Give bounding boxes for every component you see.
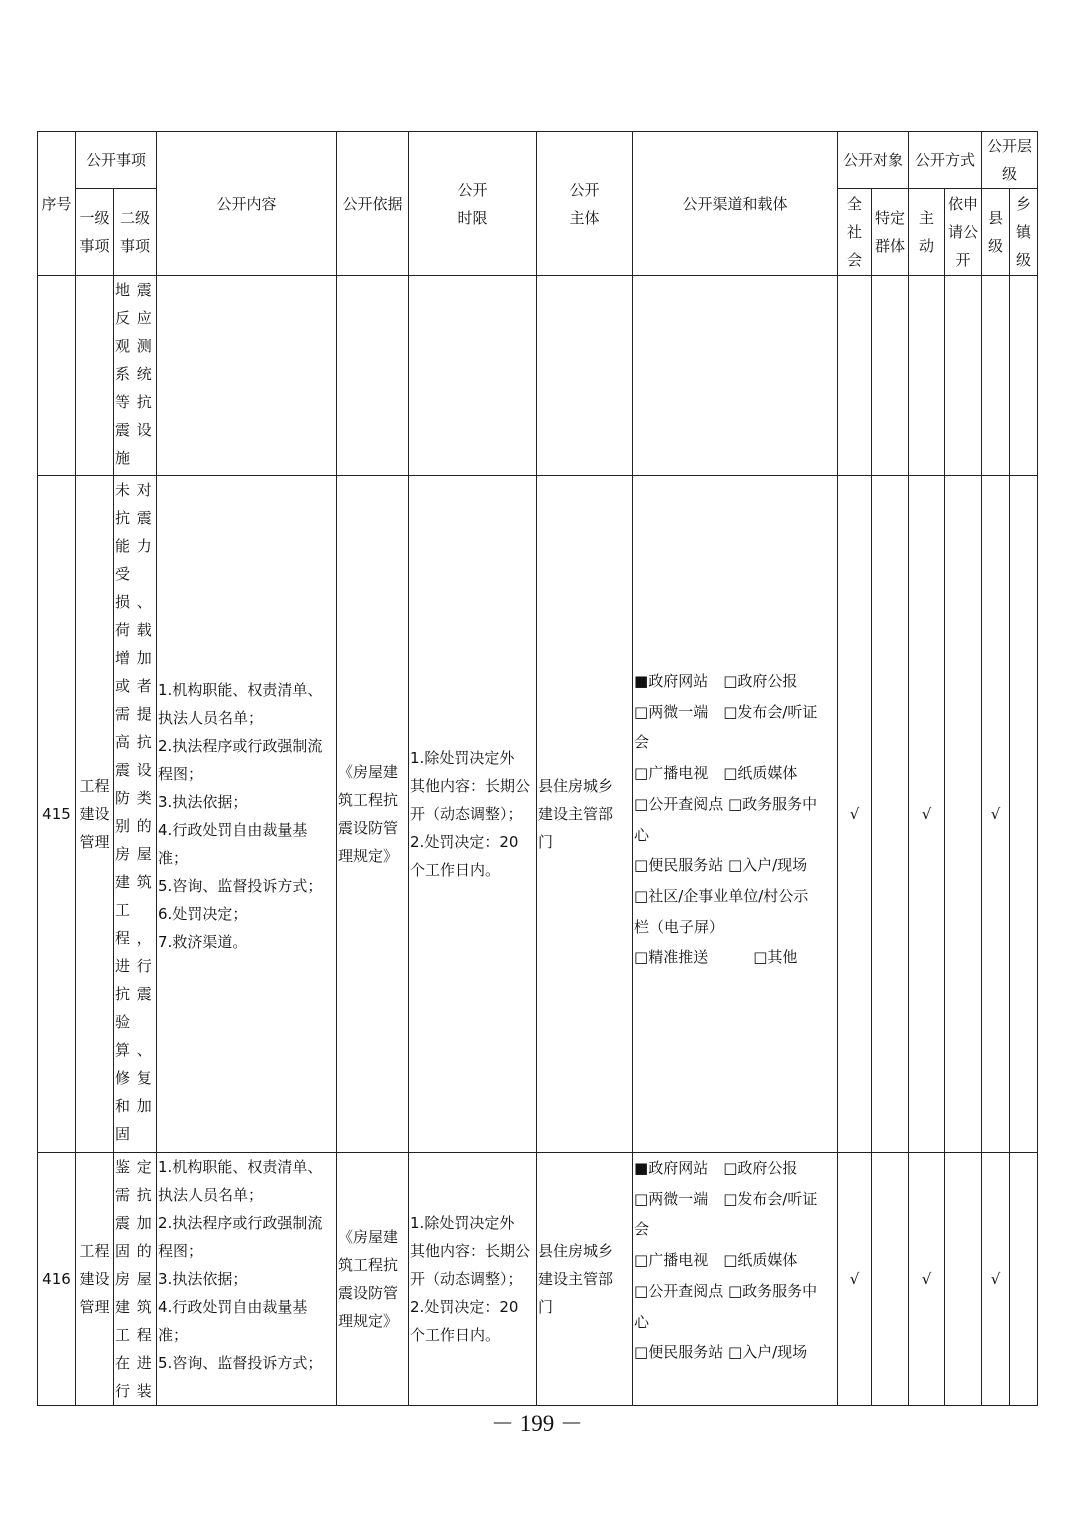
row-seq: 415 <box>38 476 76 1153</box>
row-content-line: 5.咨询、监督投诉方式； <box>158 877 323 895</box>
header-item-l1: 一级 事项 <box>76 189 114 276</box>
row-basis <box>337 1153 409 1406</box>
row-item-l1 <box>76 276 114 476</box>
row-mark-town <box>1010 1153 1038 1406</box>
row-item-l2-line: 房 屋 <box>115 845 153 863</box>
header-mode-group: 公开方式 <box>909 132 982 189</box>
row-channel-line: 栏（电子屏） <box>634 917 725 936</box>
row-item-l2-line: 验 <box>115 1013 132 1031</box>
header-mode-active: 主 动 <box>909 189 945 276</box>
row-time-limit-line: 开（动态调整）； <box>410 1270 523 1288</box>
row-item-l2-line: 等 抗 <box>115 393 153 411</box>
row-content-line: 4.行政处罚自由裁量基 <box>158 821 308 839</box>
row-time-limit-line: 开（动态调整）； <box>410 805 523 823</box>
row-item-l2-line: 防 类 <box>115 789 153 807</box>
row-item-l2-line: 房 屋 <box>115 1270 153 1288</box>
row-item-l2-line: 别 的 <box>115 817 153 835</box>
row-channel-line: □精准推送 □其他 <box>634 948 798 967</box>
header-channel: 公开渠道和载体 <box>633 132 838 276</box>
row-time-limit-line: 1.除处罚决定外 <box>410 1214 515 1232</box>
row-item-l2-line: 需 抗 <box>115 1186 153 1204</box>
row-item-l2-line: 抗 震 <box>115 985 153 1003</box>
row-mark-apply <box>945 276 982 476</box>
row-item-l2-line: 鉴 定 <box>115 1158 153 1176</box>
row-content-line: 5.咨询、监督投诉方式； <box>158 1354 323 1372</box>
row-mark-county: √ <box>982 1153 1010 1406</box>
header-level-town: 乡 镇 级 <box>1010 189 1038 276</box>
row-content-line: 准； <box>158 849 189 867</box>
row-content-line: 4.行政处罚自由裁量基 <box>158 1298 308 1316</box>
row-item-l2-line: 荷 载 <box>115 621 153 639</box>
row-item-l2-line: 进 行 <box>115 957 153 975</box>
row-item-l1-line: 建设 <box>79 805 110 823</box>
row-content-line: 3.执法依据； <box>158 1270 248 1288</box>
header-level-county: 县 级 <box>982 189 1010 276</box>
row-mark-specific <box>872 1153 909 1406</box>
row-basis <box>337 276 409 476</box>
row-basis-line: 《房屋建 <box>338 763 399 781</box>
row-mark-active: √ <box>909 476 945 1153</box>
row-item-l2-line: 建 筑 <box>115 1298 153 1316</box>
row-channel <box>633 276 838 476</box>
row-mark-county <box>982 276 1010 476</box>
row-item-l1-line: 工程 <box>79 1242 110 1260</box>
row-channel <box>633 1153 838 1406</box>
row-item-l2-line: 反 应 <box>115 309 153 327</box>
header-basis: 公开依据 <box>337 132 409 276</box>
row-item-l2-line: 固 的 <box>115 1242 153 1260</box>
row-basis-line: 震设防管 <box>338 1284 399 1302</box>
row-item-l2-line: 在 进 <box>115 1354 153 1372</box>
row-mark-county: √ <box>982 476 1010 1153</box>
row-content <box>157 476 337 1153</box>
row-mark-all: √ <box>838 476 872 1153</box>
row-item-l2-line: 和 加 <box>115 1097 153 1115</box>
row-content <box>157 276 337 476</box>
row-content-line: 3.执法依据； <box>158 793 248 811</box>
row-mark-active <box>909 276 945 476</box>
row-item-l2-line: 施 <box>115 449 132 467</box>
row-seq <box>38 276 76 476</box>
row-mark-apply <box>945 476 982 1153</box>
row-item-l2-line: 工 程 <box>115 1326 153 1344</box>
header-seq: 序号 <box>38 132 76 276</box>
header-target-specific: 特定 群体 <box>872 189 909 276</box>
row-item-l2-line: 固 <box>115 1125 132 1143</box>
row-mark-all <box>838 276 872 476</box>
row-time-limit-line: 个工作日内。 <box>410 1326 501 1344</box>
row-content-line: 7.救济渠道。 <box>158 933 248 951</box>
table-row <box>38 276 1038 476</box>
row-time-limit-line: 1.除处罚决定外 <box>410 749 515 767</box>
row-time-limit-line: 其他内容：长期公 <box>410 1242 531 1260</box>
row-item-l2 <box>114 276 157 476</box>
row-content-line: 准； <box>158 1326 189 1344</box>
row-item-l2-line: 未 对 <box>115 481 153 499</box>
row-subject <box>537 1153 633 1406</box>
row-channel-line: ■政府网站 □政府公报 <box>634 1159 798 1177</box>
page-number: － 199 － <box>491 1411 583 1436</box>
row-channel-line: 心 <box>634 1312 650 1331</box>
row-time-limit-line: 2.处罚决定：20 <box>410 1298 519 1316</box>
row-item-l2-line: 系 统 <box>115 365 153 383</box>
row-basis-line: 震设防管 <box>338 819 399 837</box>
row-content-line: 2.执法程序或行政强制流 <box>158 1214 323 1232</box>
row-subject-line: 门 <box>538 1298 554 1316</box>
row-channel-line: □公开查阅点 □政务服务中 <box>634 794 818 813</box>
row-channel-line: □便民服务站 □入户/现场 <box>634 856 808 875</box>
row-subject-line: 建设主管部 <box>538 1270 614 1288</box>
header-target-all: 全 社 会 <box>838 189 872 276</box>
row-subject <box>537 476 633 1153</box>
row-content-line: 6.处罚决定； <box>158 905 248 923</box>
disclosure-table <box>37 131 1038 1406</box>
row-item-l1 <box>76 476 114 1153</box>
row-content-line: 1.机构职能、权责清单、 <box>158 681 323 699</box>
row-basis-line: 筑工程抗 <box>338 1256 399 1274</box>
header-subject: 公开 主体 <box>537 132 633 276</box>
row-item-l2-line: 高 抗 <box>115 733 153 751</box>
row-content-line: 程图； <box>158 765 204 783</box>
row-item-l2-line: 建 筑 <box>115 873 153 891</box>
row-item-l2-line: 算 、 <box>115 1041 153 1059</box>
row-item-l2-line: 震 设 <box>115 761 153 779</box>
row-item-l1-line: 工程 <box>79 777 110 795</box>
row-item-l2-line: 程 ， <box>115 929 153 947</box>
row-time-limit <box>409 476 537 1153</box>
row-channel-line: □两微一端 □发布会/听证 <box>634 702 818 721</box>
table-row <box>38 476 1038 1153</box>
row-content-line: 执法人员名单； <box>158 709 264 727</box>
row-basis-line: 筑工程抗 <box>338 791 399 809</box>
row-channel-line: □广播电视 □纸质媒体 <box>634 764 798 783</box>
row-item-l1-line: 管理 <box>79 833 110 851</box>
row-item-l1-line: 管理 <box>79 1298 110 1316</box>
row-content-line: 1.机构职能、权责清单、 <box>158 1158 323 1176</box>
row-channel-line: ■政府网站 □政府公报 <box>634 672 798 690</box>
row-item-l2-line: 工 <box>115 901 132 919</box>
row-channel-line: □社区/企事业单位/村公示 <box>634 886 809 905</box>
header-level-group: 公开层 级 <box>982 132 1038 189</box>
row-mark-specific <box>872 476 909 1153</box>
row-item-l2-line: 需 提 <box>115 705 153 723</box>
row-content-line: 2.执法程序或行政强制流 <box>158 737 323 755</box>
row-item-l2-line: 或 者 <box>115 677 153 695</box>
row-time-limit-line: 2.处罚决定：20 <box>410 833 519 851</box>
row-item-l2-line: 观 测 <box>115 337 153 355</box>
header-item-group: 公开事项 <box>76 132 157 189</box>
row-time-limit-line: 其他内容：长期公 <box>410 777 531 795</box>
row-item-l2-line: 行 装 <box>115 1382 153 1400</box>
row-mark-town <box>1010 276 1038 476</box>
row-subject-line: 建设主管部 <box>538 805 614 823</box>
row-time-limit-line: 个工作日内。 <box>410 861 501 879</box>
row-mark-apply <box>945 1153 982 1406</box>
row-item-l2-line: 能 力 <box>115 537 153 555</box>
row-item-l2-line: 受 <box>115 565 132 583</box>
row-content-line: 程图； <box>158 1242 204 1260</box>
row-item-l2-line: 地 震 <box>115 281 153 299</box>
row-basis-line: 《房屋建 <box>338 1228 399 1246</box>
row-item-l1-line: 建设 <box>79 1270 110 1288</box>
header-target-group: 公开对象 <box>838 132 909 189</box>
row-content-line: 执法人员名单； <box>158 1186 264 1204</box>
row-subject-line: 县住房城乡 <box>538 1242 614 1260</box>
row-item-l2-line: 修 复 <box>115 1069 153 1087</box>
row-channel-line: □公开查阅点 □政务服务中 <box>634 1281 818 1300</box>
row-channel <box>633 476 838 1153</box>
header-time-limit: 公开 时限 <box>409 132 537 276</box>
row-mark-all: √ <box>838 1153 872 1406</box>
row-item-l2-line: 增 加 <box>115 649 153 667</box>
row-time-limit <box>409 276 537 476</box>
row-subject-line: 门 <box>538 833 554 851</box>
row-basis <box>337 476 409 1153</box>
header-content: 公开内容 <box>157 132 337 276</box>
row-item-l2-line: 震 设 <box>115 421 153 439</box>
row-item-l2-line: 损 、 <box>115 593 153 611</box>
row-basis-line: 理规定》 <box>338 1312 399 1330</box>
row-time-limit <box>409 1153 537 1406</box>
row-channel-line: □广播电视 □纸质媒体 <box>634 1251 798 1270</box>
row-channel-line: 会 <box>634 1220 650 1239</box>
row-item-l2-line: 抗 震 <box>115 509 153 527</box>
row-item-l2 <box>114 1153 157 1406</box>
table-row <box>38 1153 1038 1406</box>
row-item-l1 <box>76 1153 114 1406</box>
row-subject <box>537 276 633 476</box>
row-mark-town <box>1010 476 1038 1153</box>
row-item-l2-line: 震 加 <box>115 1214 153 1232</box>
row-channel-line: 心 <box>634 825 650 844</box>
row-item-l2 <box>114 476 157 1153</box>
row-channel-line: □便民服务站 □入户/现场 <box>634 1343 808 1362</box>
row-channel-line: 会 <box>634 733 650 752</box>
row-subject-line: 县住房城乡 <box>538 777 614 795</box>
header-item-l2: 二级 事项 <box>114 189 157 276</box>
row-mark-active: √ <box>909 1153 945 1406</box>
header-mode-apply: 依申 请公 开 <box>945 189 982 276</box>
row-mark-specific <box>872 276 909 476</box>
row-content <box>157 1153 337 1406</box>
row-basis-line: 理规定》 <box>338 847 399 865</box>
row-seq: 416 <box>38 1153 76 1406</box>
row-channel-line: □两微一端 □发布会/听证 <box>634 1189 818 1208</box>
